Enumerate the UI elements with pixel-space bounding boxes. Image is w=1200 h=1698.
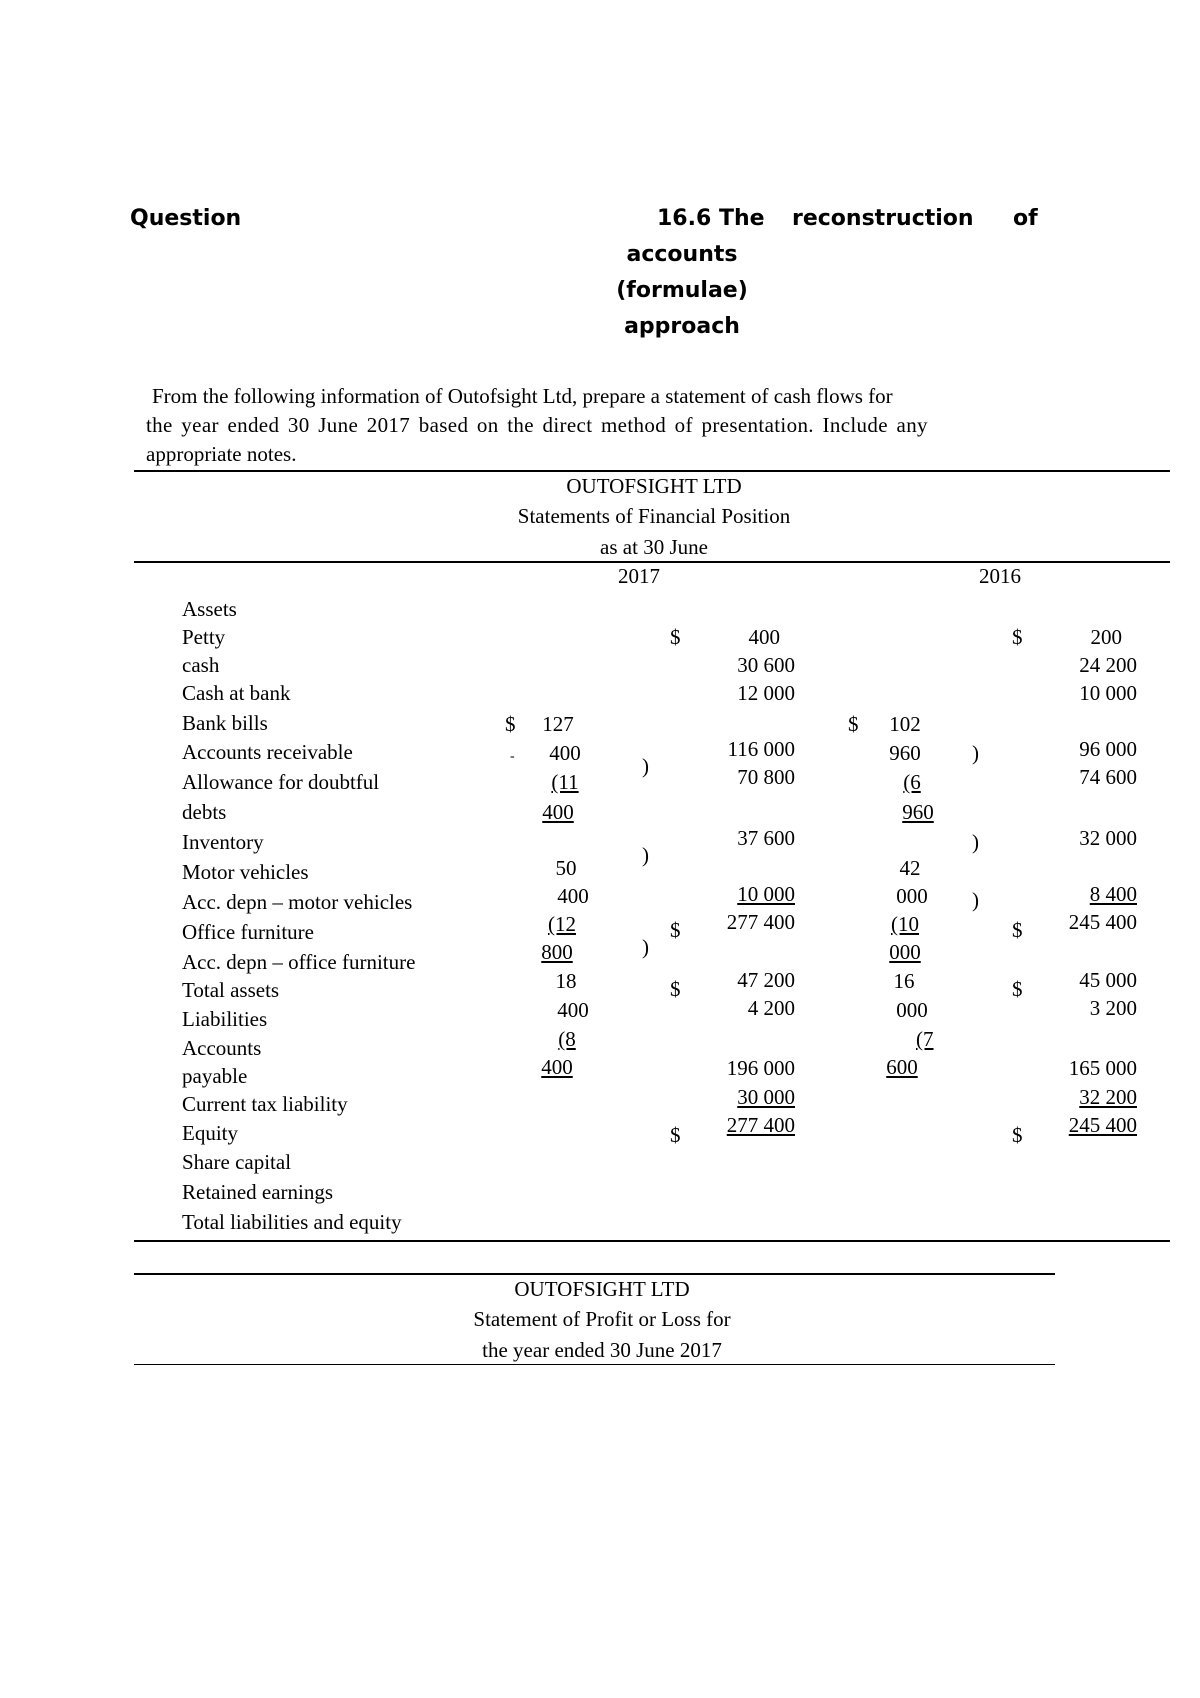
question-title-word: of	[1013, 206, 1038, 231]
row-label: Accounts receivable	[182, 740, 353, 764]
sofp-title: Statements of Financial Position	[517, 504, 791, 528]
row-label: Cash at bank	[182, 681, 291, 705]
row-label: Motor vehicles	[182, 860, 309, 884]
row-label: Bank bills	[182, 711, 268, 735]
outer-value: 165 000	[1068, 1056, 1137, 1080]
row-label: Acc. depn – motor vehicles	[182, 890, 413, 914]
inner-value: 400	[542, 800, 574, 824]
outer-value: 8 400	[1089, 882, 1137, 906]
row-label: Total assets	[182, 978, 280, 1002]
inner-value: 50	[555, 856, 577, 880]
inner-value: (12	[548, 912, 576, 936]
dollar-sign: $	[1012, 918, 1023, 942]
outer-value: 245 400	[1068, 910, 1137, 934]
dollar-sign: $	[1012, 977, 1023, 1001]
instruction-line: From the following information of Outofsight Ltd, prepare a statement of cash flows for	[152, 384, 893, 408]
sofp-date: as at 30 June	[600, 535, 708, 559]
row-label: debts	[182, 800, 227, 824]
inner-value: 800	[541, 940, 573, 964]
dollar-sign: $	[670, 1123, 681, 1147]
row-label: Inventory	[182, 830, 264, 854]
outer-value: 74 600	[1079, 765, 1137, 789]
outer-value: 12 000	[737, 681, 795, 705]
outer-value: 10 000	[737, 882, 795, 906]
closing-paren: )	[972, 830, 979, 854]
inner-value: 000	[896, 998, 928, 1022]
outer-value: 32 200	[1079, 1085, 1137, 1109]
dollar-sign: $	[670, 918, 681, 942]
row-label: Acc. depn – office furniture	[182, 950, 416, 974]
row-label: Liabilities	[182, 1007, 268, 1031]
row-label: Petty	[182, 625, 226, 649]
inner-value: 000	[889, 940, 921, 964]
year-2017-header: 2017	[618, 564, 660, 588]
outer-value: 30 000	[737, 1085, 795, 1109]
outer-value: 196 000	[726, 1056, 795, 1080]
dollar-sign: $	[670, 625, 681, 649]
inner-value: 102	[889, 712, 921, 736]
inner-value: 400	[549, 741, 581, 765]
outer-value: 37 600	[737, 826, 795, 850]
instruction-line: the year ended 30 June 2017 based on the direct method of presentation. Include any	[146, 413, 928, 437]
question-title-line: approach	[624, 314, 740, 339]
outer-value: 45 000	[1079, 968, 1137, 992]
sofp-company: OUTOFSIGHT LTD	[566, 474, 742, 498]
table-bottom-rule	[134, 1240, 1170, 1242]
inner-value: (11	[551, 770, 579, 794]
row-label: Assets	[182, 597, 237, 621]
pl-company: OUTOFSIGHT LTD	[514, 1277, 690, 1301]
inner-value: 400	[557, 998, 589, 1022]
pl-date: the year ended 30 June 2017	[482, 1338, 722, 1362]
year-2016-header: 2016	[979, 564, 1021, 588]
question-title-line: accounts	[626, 242, 738, 267]
outer-value: 10 000	[1079, 681, 1137, 705]
closing-paren: )	[642, 754, 649, 778]
row-label: cash	[182, 653, 220, 677]
outer-value: 245 400	[1068, 1113, 1137, 1137]
closing-paren: )	[972, 741, 979, 765]
outer-value: 277 400	[726, 1113, 795, 1137]
outer-value: 47 200	[737, 968, 795, 992]
closing-paren: )	[972, 888, 979, 912]
row-label: Office furniture	[182, 920, 314, 944]
pl-top-rule	[134, 1273, 1055, 1275]
inner-value: 960	[889, 741, 921, 765]
inner-value: 600	[886, 1055, 918, 1079]
inner-value: 16	[893, 969, 915, 993]
inner-value: (6	[903, 770, 921, 794]
inner-value: (10	[891, 912, 919, 936]
inner-value: (7	[916, 1027, 934, 1051]
inner-value: 400	[541, 1055, 573, 1079]
outer-value: 24 200	[1079, 653, 1137, 677]
outer-value: 32 000	[1079, 826, 1137, 850]
instruction-line: appropriate notes.	[146, 442, 297, 466]
sofp-header-rule	[134, 561, 1170, 563]
outer-value: 3 200	[1089, 996, 1137, 1020]
row-label: payable	[182, 1064, 248, 1088]
outer-value: 200	[1090, 625, 1122, 649]
question-number: 16.6 The	[657, 206, 765, 231]
question-title-line: (formulae)	[616, 278, 748, 303]
outer-value: 96 000	[1079, 737, 1137, 761]
closing-paren: )	[642, 843, 649, 867]
inner-value: (8	[558, 1027, 576, 1051]
row-label: Retained earnings	[182, 1180, 334, 1204]
dash-mark: -	[510, 749, 515, 764]
row-label: Equity	[182, 1121, 238, 1145]
row-label: Allowance for doubtful	[182, 770, 380, 794]
outer-value: 277 400	[726, 910, 795, 934]
row-label: Total liabilities and equity	[182, 1210, 402, 1234]
row-label: Accounts	[182, 1036, 262, 1060]
dollar-sign: $	[1012, 1123, 1023, 1147]
inner-value: 127	[542, 712, 574, 736]
table-top-rule	[134, 470, 1170, 472]
inner-value: 960	[902, 800, 934, 824]
outer-value: 116 000	[727, 737, 795, 761]
inner-value: 18	[555, 969, 577, 993]
outer-value: 4 200	[747, 996, 795, 1020]
question-title-word: reconstruction	[792, 206, 974, 231]
row-label: Current tax liability	[182, 1092, 348, 1116]
dollar-sign: $	[505, 712, 516, 736]
outer-value: 400	[748, 625, 780, 649]
inner-value: 000	[896, 884, 928, 908]
outer-value: 30 600	[737, 653, 795, 677]
inner-value: 400	[557, 884, 589, 908]
pl-title: Statement of Profit or Loss for	[473, 1307, 731, 1331]
dollar-sign: $	[670, 977, 681, 1001]
closing-paren: )	[642, 935, 649, 959]
row-label: Share capital	[182, 1150, 292, 1174]
pl-bottom-rule	[134, 1364, 1055, 1365]
outer-value: 70 800	[737, 765, 795, 789]
dollar-sign: $	[848, 712, 859, 736]
dollar-sign: $	[1012, 625, 1023, 649]
question-label: Question	[130, 206, 242, 231]
inner-value: 42	[899, 856, 921, 880]
